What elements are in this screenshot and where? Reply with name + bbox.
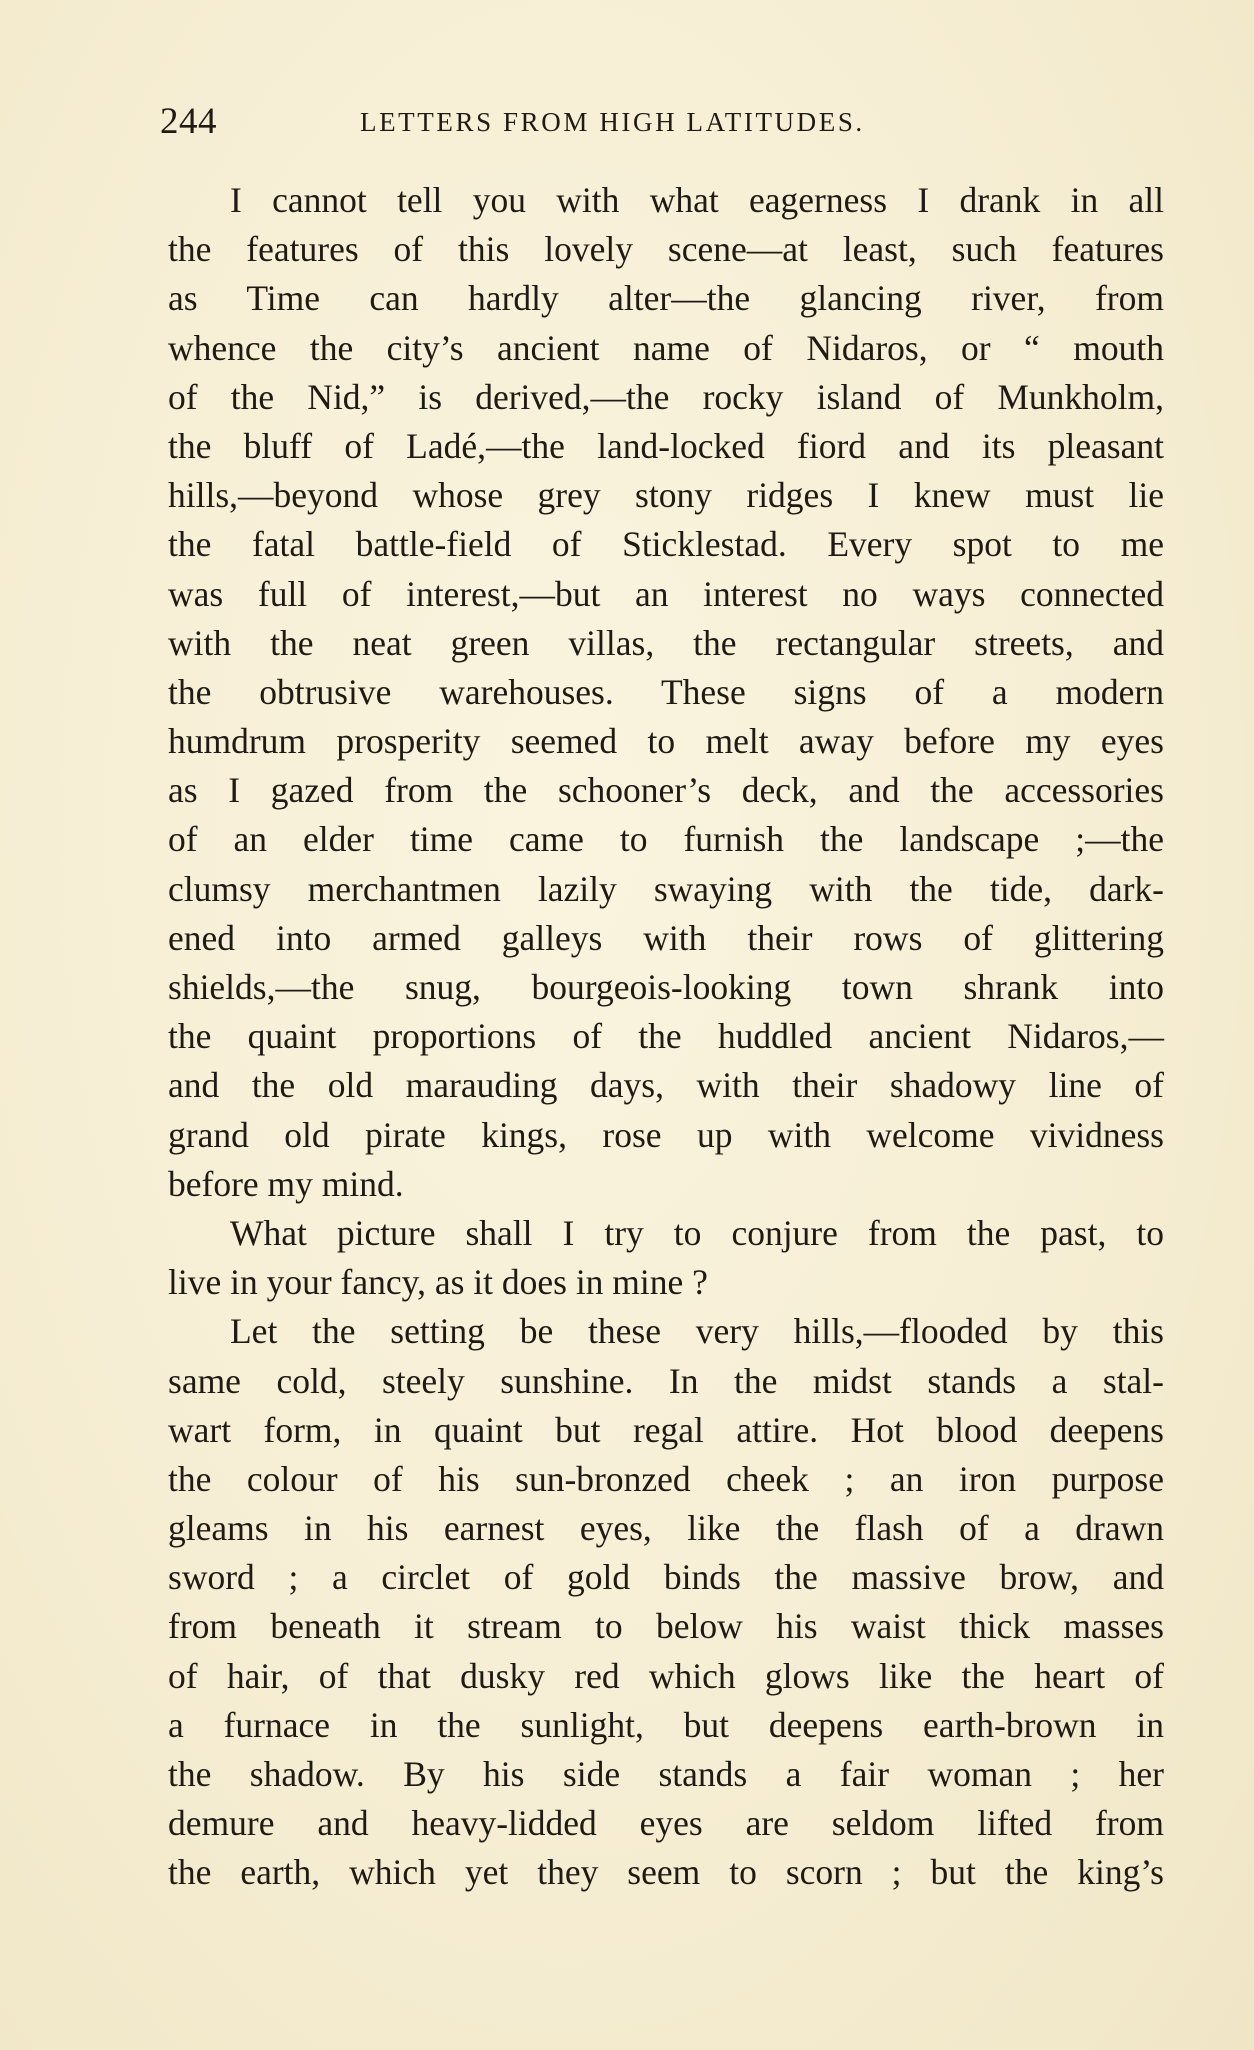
page-header <box>160 100 1170 148</box>
text-line: ened into armed galleys with their rows of glittering <box>168 917 1164 958</box>
text-line: demure and heavy-lidded eyes are seldom lifted from <box>168 1803 1164 1844</box>
text-line: of hair, of that dusky red which glows like the heart of <box>168 1655 1164 1696</box>
text-line: shields,—the snug, bourgeois-looking town shrank into <box>168 967 1164 1007</box>
text-line: same cold, steely sunshine. In the midst stands a stal- <box>168 1360 1164 1401</box>
text-line: the bluff of Ladé,—the land-locked fiord and its pleasant <box>168 425 1164 466</box>
text-line: with the neat green villas, the rectangular streets, and <box>168 622 1164 663</box>
running-head: LETTERS FROM HIGH LATITUDES. <box>360 107 865 137</box>
text-line: of an elder time came to furnish the landscape ;—the <box>168 819 1164 860</box>
text-line: I cannot tell you with what eagerness I drank in all <box>230 180 1164 220</box>
text-line: humdrum prosperity seemed to melt away before my eyes <box>168 721 1164 762</box>
text-line: grand old pirate kings, rose up with welcome vividness <box>168 1114 1164 1155</box>
text-line: and the old marauding days, with their shadowy line of <box>168 1065 1164 1106</box>
text-line: the colour of his sun-bronzed cheek ; an iron purpose <box>168 1458 1164 1499</box>
text-line: as Time can hardly alter—the glancing river, from <box>168 278 1164 319</box>
text-line: wart form, in quaint but regal attire. Hot blood deepens <box>168 1409 1164 1450</box>
text-line: sword ; a circlet of gold binds the massive brow, and <box>168 1557 1164 1598</box>
text-line: the features of this lovely scene—at least, such features <box>168 229 1164 270</box>
text-line: live in your fancy, as it does in mine ? <box>168 1262 708 1303</box>
text-line: the shadow. By his side stands a fair woman ; her <box>168 1754 1164 1794</box>
text-line: from beneath it stream to below his waist thick masses <box>168 1606 1164 1647</box>
text-line: whence the city’s ancient name of Nidaros, or “ mouth <box>168 327 1164 368</box>
text-line: was full of interest,—but an interest no ways connected <box>168 573 1164 614</box>
body-text <box>168 176 1164 1898</box>
text-line: Let the setting be these very hills,—flooded by this <box>230 1311 1164 1352</box>
text-line: of the Nid,” is derived,—the rocky island of Munkholm, <box>168 376 1164 417</box>
text-line: as I gazed from the schooner’s deck, and the accessories <box>168 770 1164 811</box>
text-line: the quaint proportions of the huddled ancient Nidaros,— <box>168 1016 1164 1057</box>
page-number: 244 <box>160 101 217 142</box>
text-line: before my mind. <box>168 1163 404 1204</box>
text-line: gleams in his earnest eyes, like the flash of a drawn <box>168 1508 1164 1549</box>
text-line: What picture shall I try to conjure from the past, to <box>230 1212 1164 1253</box>
text-line: hills,—beyond whose grey stony ridges I knew must lie <box>168 475 1164 516</box>
text-line: the earth, which yet they seem to scorn ; but the king’s <box>168 1852 1164 1893</box>
text-line: the fatal battle-field of Sticklestad. Every spot to me <box>168 524 1164 565</box>
text-line: the obtrusive warehouses. These signs of a modern <box>168 671 1164 712</box>
text-line: clumsy merchantmen lazily swaying with the tide, dark- <box>168 868 1164 909</box>
text-line: a furnace in the sunlight, but deepens earth-brown in <box>168 1704 1164 1745</box>
